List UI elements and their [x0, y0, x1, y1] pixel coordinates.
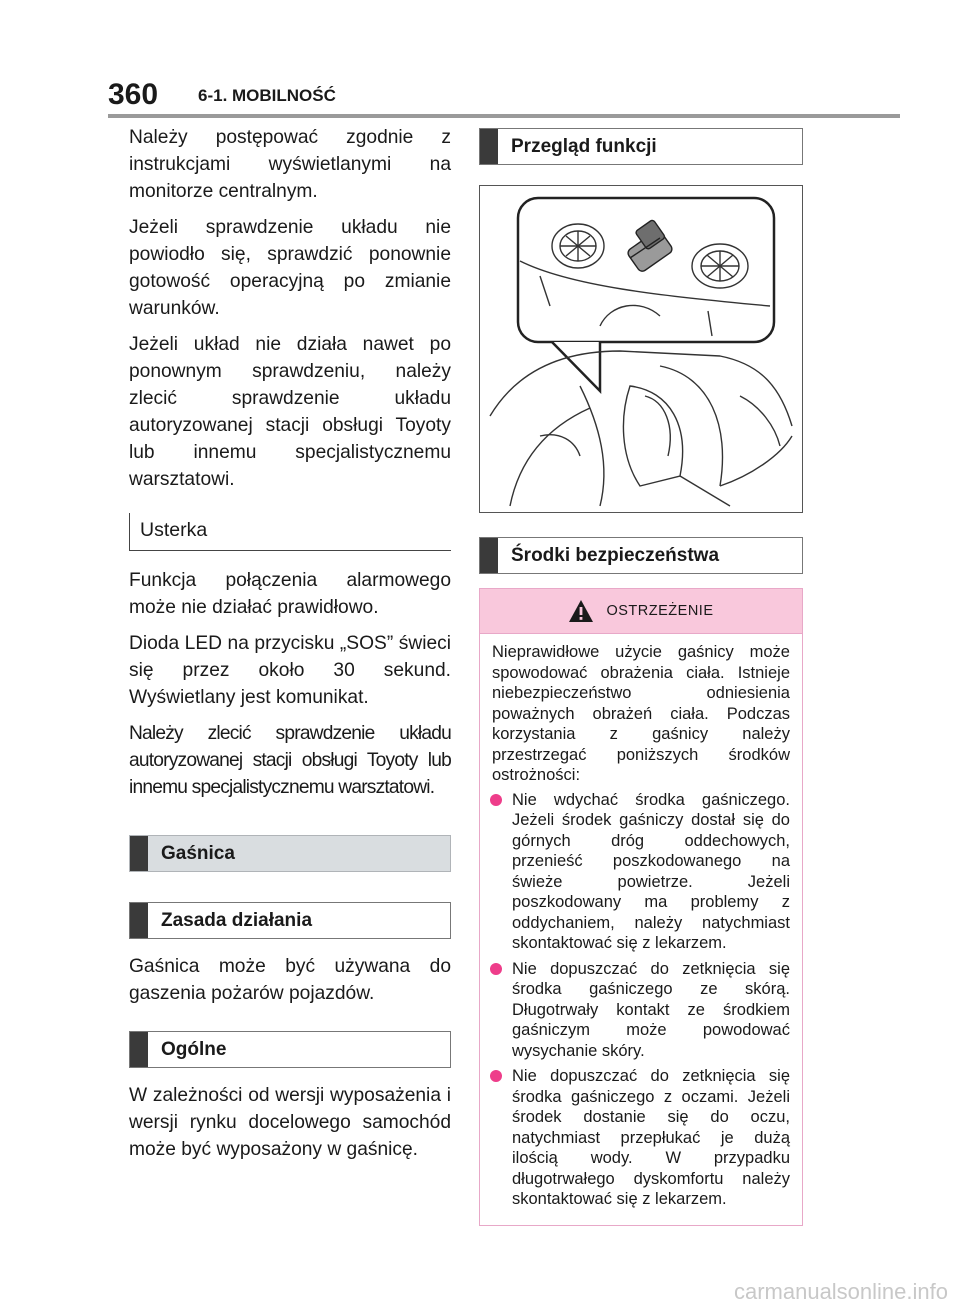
heading-text: Środki bezpieczeństwa: [511, 544, 720, 566]
heading-bar: [480, 129, 498, 164]
section-heading-extinguisher: [129, 835, 451, 872]
paragraph: Funkcja połączenia alarmowego może nie działać prawidłowo.: [129, 570, 451, 618]
warning-bullet: [492, 1066, 790, 1210]
bullet-dot-icon: [490, 963, 502, 975]
right-column: [479, 128, 803, 1226]
speaker-right-icon: [692, 244, 748, 288]
heading-text: Gaśnica: [161, 842, 235, 864]
paragraph: Należy postępować zgodnie z instrukcjami wyświetlanymi na monitorze centralnym.: [129, 127, 451, 202]
warning-title: OSTRZEŻENIE: [606, 603, 714, 619]
bullet-text: Nie dopuszczać do zetknięcia się środka gaśniczego z oczami. Jeżeli środek dostanie się do oczu, natychmiast przepłukać je dużą ilością wody. W przypadku długotrwałego dyskomfortu należy skontaktować się z lekarzem.: [512, 1067, 790, 1208]
heading-bar: [480, 538, 498, 573]
heading-text: Ogólne: [161, 1038, 227, 1060]
section-heading-precautions: [479, 537, 803, 574]
header-rule: [108, 114, 900, 118]
speaker-left-icon: [552, 224, 604, 268]
warning-box: [479, 588, 803, 1226]
section-heading-overview: [479, 128, 803, 165]
bullet-text: Nie wdychać środka gaśniczego. Jeżeli środek gaśniczy dostał się do górnych dróg oddechowych, przenieść poszkodowanego na świeże powietrze. Jeżeli poszkodowany ma problemy z oddychaniem, należy natychmiast skontaktować się z lekarzem.: [512, 790, 790, 952]
bullet-dot-icon: [490, 1070, 502, 1082]
heading-bar: [130, 1032, 148, 1067]
bullet-text: Nie dopuszczać do zetknięcia się środka gaśniczego ze skórą. Długotrwały kontakt ze środkiem gaśniczym może powodować wysychanie skóry.: [512, 959, 790, 1060]
left-column: [129, 124, 451, 1172]
heading-bar: [130, 836, 148, 871]
paragraph: Jeżeli sprawdzenie układu nie powiodło się, sprawdzić ponownie gotowość operacyjną po zmianie warunków.: [129, 217, 451, 319]
paragraph: Dioda LED na przycisku „SOS” świeci się przez około 30 sekund. Wyświetlany jest komunikat.: [129, 633, 451, 708]
chapter-title: 6-1. MOBILNOŚĆ: [198, 86, 336, 105]
paragraph: Jeżeli układ nie działa nawet po ponownym sprawdzeniu, należy zlecić sprawdzenie układu autoryzowanej stacji obsługi Toyoty lub innemu specjalistycznemu warsztatowi.: [129, 334, 451, 490]
heading-text: Zasada działania: [161, 909, 313, 931]
warning-body: [480, 634, 802, 1225]
paragraph: W zależności od wersji wyposażenia i wersji rynku docelowego samochód może być wyposażony w gaśnicę.: [129, 1085, 451, 1160]
page-number: 360: [108, 78, 159, 111]
section-heading-general: [129, 1031, 451, 1068]
section-heading-principle: [129, 902, 451, 939]
heading-text: Przegląd funkcji: [511, 135, 657, 157]
heading-bar: [130, 903, 148, 938]
subheading-fault: Usterka: [129, 513, 451, 551]
warning-bullet: [492, 959, 790, 1062]
warning-header: [480, 589, 802, 634]
car-interior-drawing: [480, 186, 802, 512]
extinguisher-illustration: [479, 185, 803, 513]
bullet-dot-icon: [490, 794, 502, 806]
warning-triangle-icon: [568, 599, 594, 623]
warning-intro: Nieprawidłowe użycie gaśnicy może spowodować obrażenia ciała. Istnieje niebezpieczeństwo odniesienia poważnych obrażeń ciała. Podczas korzystania z gaśnicy należy przestrzegać poniższych środków ostrożności:: [492, 643, 790, 784]
paragraph: Gaśnica może być używana do gaszenia pożarów pojazdów.: [129, 956, 451, 1004]
paragraph: Należy zlecić sprawdzenie układu autoryzowanej stacji obsługi Toyoty lub innemu specjalistycznemu warsztatowi.: [129, 723, 451, 798]
warning-bullet: [492, 790, 790, 954]
watermark: carmanualsonline.info: [733, 1279, 948, 1304]
